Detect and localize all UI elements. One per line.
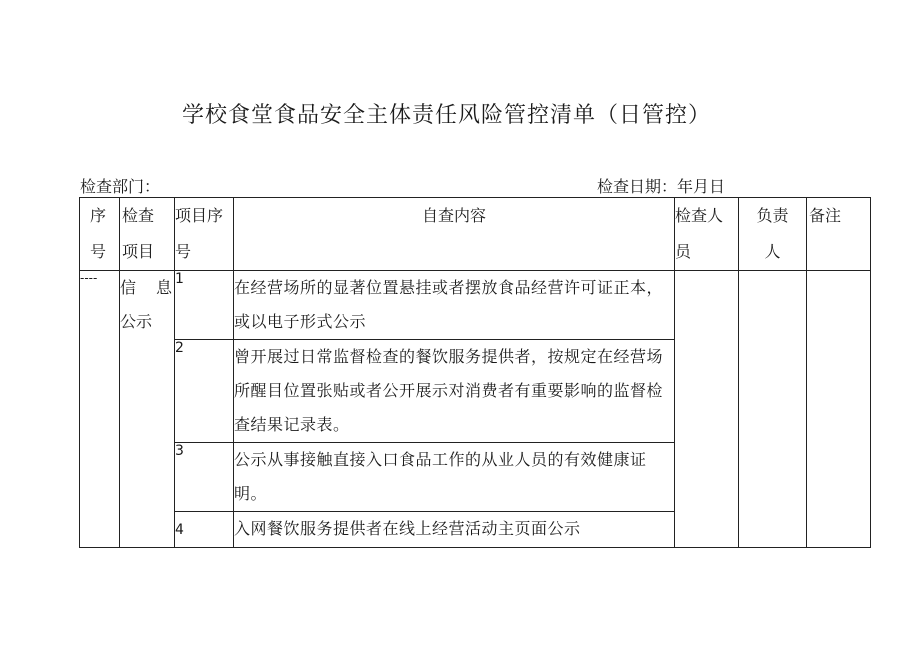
- responsible-cell: [739, 271, 807, 548]
- checklist-table: [79, 197, 871, 548]
- item-number: 4: [175, 512, 234, 548]
- inspector-cell: [675, 271, 739, 548]
- header-note: 备注: [807, 198, 871, 271]
- item-content: 入网餐饮服务提供者在线上经营活动主页面公示: [234, 512, 675, 548]
- header-check-item: 检查 项目: [120, 198, 175, 271]
- header-content: 自查内容: [234, 198, 675, 271]
- header-responsible: 负责 人: [739, 198, 807, 271]
- department-label: 检查部门：: [80, 177, 161, 196]
- item-content: 在经营场所的显著位置悬挂或者摆放食品经营许可证正本，或以电子形式公示: [234, 271, 675, 340]
- item-content: 公示从事接触直接入口食品工作的从业人员的有效健康证明。: [234, 443, 675, 512]
- date-label: 检查日期：年月日: [597, 177, 726, 196]
- note-cell: [807, 271, 871, 548]
- table-row: [80, 271, 871, 340]
- item-content: 曾开展过日常监督检查的餐饮服务提供者，按规定在经营场所醒目位置张贴或者公开展示对消费者有重要影响的监督检查结果记录表。: [234, 340, 675, 443]
- header-inspector: 检查人 员: [675, 198, 739, 271]
- item-number: 3: [175, 443, 234, 512]
- section-item: 信 息 公示: [120, 271, 175, 548]
- header-seq: 序 号: [80, 198, 120, 271]
- header-item-no: 项目序 号: [175, 198, 234, 271]
- item-number: 2: [175, 340, 234, 443]
- document-title: 学校食堂食品安全主体责任风险管控清单（日管控）: [181, 103, 711, 128]
- section-seq: ----: [80, 271, 120, 548]
- header-row: [80, 198, 871, 271]
- item-number: 1: [175, 271, 234, 340]
